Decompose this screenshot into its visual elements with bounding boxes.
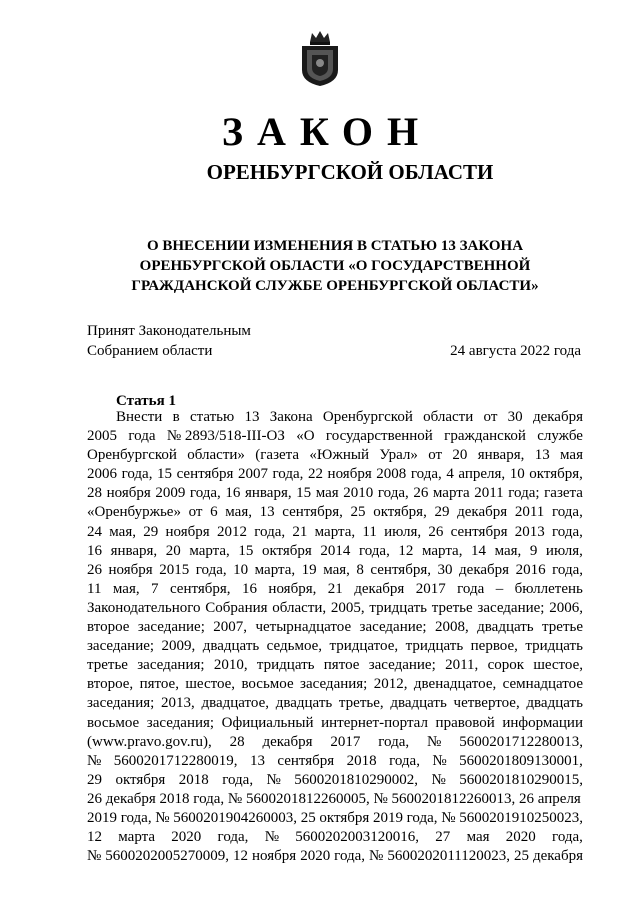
article-word: мая, bbox=[112, 580, 140, 597]
adoption-date: 24 августа 2022 года bbox=[450, 343, 581, 359]
article-word: января, bbox=[110, 542, 158, 559]
article-word: 16 bbox=[225, 485, 241, 502]
article-word: 10 bbox=[233, 561, 249, 578]
article-word: 2006 bbox=[87, 466, 117, 483]
article-word: 21 bbox=[327, 580, 343, 597]
article-word: 2018 bbox=[346, 752, 377, 769]
article-word: заседания; bbox=[137, 657, 205, 674]
article-word: 29 bbox=[434, 504, 450, 521]
article-word: мая bbox=[560, 447, 583, 464]
law-title-line: О ВНЕСЕНИИ ИЗМЕНЕНИЯ В СТАТЬЮ 13 ЗАКОНА bbox=[146, 238, 524, 254]
article-word: марта bbox=[432, 485, 470, 502]
law-title-line: ГРАЖДАНСКОЙ СЛУЖБЕ ОРЕНБУРГСКОЙ ОБЛАСТИ» bbox=[131, 278, 539, 294]
article-word: информации bbox=[502, 714, 583, 731]
article-word: № bbox=[266, 771, 281, 788]
article-line bbox=[87, 637, 583, 656]
article-word: в bbox=[172, 409, 180, 425]
article-word: 15 bbox=[296, 485, 312, 502]
article-word: 2019 bbox=[87, 809, 117, 826]
article-word: 2018 bbox=[178, 771, 209, 788]
article-word: от bbox=[483, 409, 498, 425]
article-word: ноября, bbox=[268, 580, 317, 597]
article-word: 5600201712280013, bbox=[459, 733, 583, 750]
article-line bbox=[87, 484, 583, 503]
article-word: 2008, bbox=[434, 619, 469, 636]
article-word: гражданской bbox=[444, 428, 526, 445]
article-line bbox=[87, 809, 583, 828]
article-word: года bbox=[128, 428, 156, 445]
article-word: октября bbox=[115, 771, 166, 788]
article-word: года, bbox=[120, 809, 152, 826]
article-line bbox=[87, 675, 583, 694]
article-word: Собрания bbox=[205, 599, 268, 616]
article-line bbox=[87, 694, 583, 713]
article-word: 25 bbox=[300, 809, 316, 826]
article-word: 26 bbox=[428, 523, 444, 540]
article-line bbox=[87, 771, 583, 790]
article-word: октября bbox=[261, 542, 312, 559]
article-word: бюллетень bbox=[514, 580, 583, 597]
article-word: заседания; bbox=[300, 676, 368, 693]
article-word: июля, bbox=[545, 542, 583, 559]
article-word: третье bbox=[542, 619, 583, 636]
article-word: седьмое, bbox=[266, 638, 323, 655]
article-line bbox=[87, 465, 583, 484]
article-word: марта, bbox=[254, 561, 296, 578]
article-word: сентября, bbox=[169, 580, 231, 597]
article-word: 11 bbox=[362, 523, 377, 540]
article-word: 5600202011120023, bbox=[387, 848, 510, 865]
article-line bbox=[87, 427, 583, 446]
article-word: газета bbox=[544, 485, 583, 502]
article-word: 5600201910250023, bbox=[459, 809, 583, 826]
article-word: 2016 bbox=[515, 561, 546, 578]
article-word: третье bbox=[431, 599, 473, 616]
article-word: 5600201712280019, bbox=[113, 752, 238, 769]
article-word: № bbox=[369, 848, 384, 865]
article-word: 2012 bbox=[216, 523, 247, 540]
article-word: декабря bbox=[459, 561, 510, 578]
article-word: № bbox=[264, 829, 280, 846]
article-word: «Оренбуржье» bbox=[87, 504, 181, 521]
article-title: Статья 1 bbox=[116, 393, 176, 409]
article-word: двадцать bbox=[477, 619, 534, 636]
article-word: 28 bbox=[229, 733, 245, 750]
article-word: «О bbox=[296, 428, 315, 445]
article-word: сентября bbox=[277, 752, 335, 769]
article-word: года, bbox=[272, 466, 304, 483]
article-word: 4 bbox=[446, 466, 454, 483]
article-word: № bbox=[155, 809, 170, 826]
article-word: двадцать bbox=[275, 695, 333, 712]
article-word: № bbox=[427, 733, 442, 750]
article-word: – bbox=[495, 580, 504, 597]
article-word: декабря bbox=[532, 409, 583, 425]
article-word: № bbox=[87, 848, 102, 865]
article-line bbox=[87, 561, 583, 580]
article-word: мая bbox=[315, 485, 339, 502]
article-word: 2017 bbox=[415, 580, 446, 597]
article-word: области bbox=[423, 409, 474, 425]
article-word: 30 bbox=[507, 409, 523, 425]
article-word: от bbox=[188, 504, 203, 521]
article-word: 5600201809130001, bbox=[459, 752, 583, 769]
article-word: ноября bbox=[106, 485, 151, 502]
article-word: 2011 bbox=[474, 485, 504, 502]
article-word: года, bbox=[410, 466, 442, 483]
article-word: тридцать bbox=[256, 657, 315, 674]
region-subtitle: ОРЕНБУРГСКОЙ ОБЛАСТИ bbox=[206, 160, 494, 184]
article-word: первое, bbox=[470, 638, 518, 655]
article-word: сентября bbox=[176, 466, 234, 483]
article-word: 2010, bbox=[213, 657, 248, 674]
article-word: шестое, bbox=[533, 657, 583, 674]
coat-of-arms-icon bbox=[298, 28, 342, 88]
article-word: года, bbox=[121, 466, 153, 483]
article-word: № 2893/518-III-ОЗ bbox=[166, 428, 285, 445]
article-word: года, bbox=[406, 809, 438, 826]
article-word: 15 bbox=[238, 542, 254, 559]
article-word: третье bbox=[87, 657, 128, 674]
article-word: области» bbox=[187, 447, 245, 464]
article-word: (газета bbox=[255, 447, 300, 464]
article-word: заседание; bbox=[359, 619, 427, 636]
article-word: 5600201810290015, bbox=[459, 771, 583, 788]
article-word: марта bbox=[118, 829, 156, 846]
article-word: 5600202005270009, bbox=[105, 848, 230, 865]
article-word: 2007, bbox=[213, 619, 248, 636]
article-word: 2008 bbox=[376, 466, 407, 483]
article-word: восьмое bbox=[241, 676, 294, 693]
article-word: Закона bbox=[269, 409, 313, 425]
article-word: 6 bbox=[210, 504, 218, 521]
article-word: марта, bbox=[421, 542, 463, 559]
article-word: 25 bbox=[513, 848, 529, 865]
article-word: 26 bbox=[413, 485, 429, 502]
article-word: года, bbox=[377, 485, 409, 502]
article-word: 24 bbox=[87, 523, 102, 540]
article-word: Оренбургской bbox=[322, 409, 413, 425]
article-line bbox=[87, 523, 583, 542]
article-word: 2020 bbox=[171, 829, 202, 846]
article-word: октября, bbox=[529, 466, 583, 483]
article-line bbox=[87, 618, 583, 637]
article-word: ноября bbox=[252, 848, 297, 865]
article-word: года; bbox=[508, 485, 540, 502]
article-word: сентября bbox=[450, 523, 508, 540]
article-word: области, bbox=[272, 599, 327, 616]
article-word: года, bbox=[195, 561, 227, 578]
article-word: 29 bbox=[87, 771, 102, 788]
article-word: 26 декабря 2018 года, № 5600201812260005, № 5600201812260013, 26 апреля bbox=[87, 790, 581, 807]
article-word: декабря bbox=[457, 504, 508, 521]
article-word: двадцать bbox=[526, 695, 583, 712]
article-word: декабря bbox=[532, 848, 583, 865]
article-word: заседание; bbox=[137, 619, 205, 636]
article-word: апреля, bbox=[458, 466, 506, 483]
article-line bbox=[87, 446, 583, 465]
adoption-line-1: Принят Законодательным bbox=[87, 323, 251, 339]
article-word: 12 bbox=[87, 829, 102, 846]
article-body bbox=[87, 408, 583, 866]
article-word: второе, bbox=[87, 676, 134, 693]
article-word: 8 bbox=[356, 561, 364, 578]
article-word: второе bbox=[87, 619, 130, 636]
article-line bbox=[87, 580, 583, 599]
article-word: от bbox=[428, 447, 443, 464]
article-word: 10 bbox=[509, 466, 525, 483]
article-word: 16 bbox=[241, 580, 257, 597]
article-word: года, bbox=[222, 771, 254, 788]
law-title bbox=[0, 236, 640, 296]
article-word: четырнадцатое bbox=[255, 619, 352, 636]
article-word: четвертое, bbox=[453, 695, 520, 712]
article-word: ноября bbox=[165, 523, 210, 540]
article-word: 11 bbox=[87, 580, 102, 597]
article-word: государственной bbox=[325, 428, 433, 445]
article-word: мая, bbox=[225, 504, 252, 521]
article-word: марта, bbox=[189, 542, 230, 559]
article-word: 26 bbox=[87, 561, 102, 578]
article-word: заседание; bbox=[368, 657, 436, 674]
article-word: 5600202003120016, bbox=[295, 829, 420, 846]
article-line bbox=[87, 714, 583, 733]
article-word: 2012, bbox=[373, 676, 408, 693]
article-word: 2017 bbox=[330, 733, 361, 750]
article-word: июля, bbox=[384, 523, 422, 540]
article-word: года, bbox=[189, 485, 221, 502]
article-word: 2006, bbox=[549, 599, 583, 616]
article-word: заседание; bbox=[87, 638, 155, 655]
article-line bbox=[87, 828, 583, 847]
article-word: 13 bbox=[534, 447, 550, 464]
article-word: шестое, bbox=[185, 676, 236, 693]
article-word: сорок bbox=[487, 657, 525, 674]
article-word: года, bbox=[551, 504, 583, 521]
article-word: 22 bbox=[307, 466, 323, 483]
article-word: № bbox=[87, 752, 102, 769]
article-word: 20 bbox=[165, 542, 181, 559]
law-title-line: ОРЕНБУРГСКОЙ ОБЛАСТИ «О ГОСУДАРСТВЕННОЙ bbox=[139, 258, 531, 274]
article-word: службе bbox=[537, 428, 583, 445]
article-word: года, bbox=[254, 523, 286, 540]
article-word: 2007 bbox=[237, 466, 268, 483]
article-word: 2005, bbox=[330, 599, 365, 616]
article-word: Официальный bbox=[221, 714, 314, 731]
article-word: 2010 bbox=[343, 485, 374, 502]
article-word: года, bbox=[378, 733, 410, 750]
article-word: пятое, bbox=[139, 676, 179, 693]
article-word: правовой bbox=[435, 714, 495, 731]
article-word: сентября, bbox=[370, 561, 431, 578]
article-word: третье, bbox=[338, 695, 384, 712]
article-word: 14 bbox=[471, 542, 487, 559]
article-word: 25 bbox=[350, 504, 366, 521]
article-word: заседания; bbox=[87, 695, 155, 712]
article-word: восьмое bbox=[87, 714, 140, 731]
article-word: года, bbox=[552, 561, 583, 578]
article-word: 2011, bbox=[445, 657, 479, 674]
article-word: тридцать bbox=[525, 638, 583, 655]
article-word: года, bbox=[552, 523, 583, 540]
article-word: № bbox=[441, 809, 456, 826]
article-word: двадцатое, bbox=[201, 695, 270, 712]
article-word: 2014 bbox=[320, 542, 351, 559]
article-word: 21 bbox=[292, 523, 308, 540]
article-word: года, bbox=[389, 752, 420, 769]
article-line bbox=[87, 752, 583, 771]
article-word: (www.pravo.gov.ru), bbox=[87, 733, 212, 750]
article-word: ноября bbox=[108, 561, 153, 578]
document-type-title: ЗАКОН bbox=[221, 109, 433, 154]
article-word: года, bbox=[334, 848, 366, 865]
article-word: 9 bbox=[529, 542, 538, 559]
article-word: октября, bbox=[373, 504, 427, 521]
article-word: статью bbox=[189, 409, 235, 425]
article-word: мая, bbox=[494, 542, 522, 559]
article-line bbox=[87, 599, 583, 618]
article-word: двенадцатое, bbox=[413, 676, 497, 693]
article-word: 2019 bbox=[372, 809, 403, 826]
article-word: Внести bbox=[116, 409, 163, 425]
article-word: 27 bbox=[435, 829, 451, 846]
article-word: 2013 bbox=[514, 523, 545, 540]
article-word: семнадцатое bbox=[502, 676, 583, 693]
article-word: 16 bbox=[87, 542, 102, 559]
article-word: 2009, bbox=[161, 638, 196, 655]
article-line bbox=[87, 790, 583, 809]
article-word: № bbox=[432, 752, 447, 769]
article-word: 2020 bbox=[505, 829, 536, 846]
article-word: 20 bbox=[452, 447, 468, 464]
article-word: 19 bbox=[301, 561, 317, 578]
article-line bbox=[87, 542, 583, 561]
article-word: № bbox=[431, 771, 446, 788]
article-word: тридцать bbox=[369, 599, 427, 616]
article-word: 13 bbox=[259, 504, 275, 521]
article-word: 2009 bbox=[155, 485, 186, 502]
article-word: двадцать bbox=[202, 638, 260, 655]
article-word: заседание; bbox=[477, 599, 545, 616]
article-word: 13 bbox=[249, 752, 265, 769]
article-word: 2013, bbox=[161, 695, 195, 712]
article-word: 15 bbox=[157, 466, 173, 483]
article-word: года bbox=[457, 580, 485, 597]
article-word: мая, bbox=[109, 523, 136, 540]
article-word: 28 bbox=[87, 485, 102, 502]
article-word: 2011 bbox=[514, 504, 545, 521]
article-word: заседания; bbox=[146, 714, 215, 731]
article-word: тридцатое, bbox=[329, 638, 399, 655]
article-word: 12 bbox=[233, 848, 249, 865]
article-word: двадцать bbox=[390, 695, 447, 712]
article-word: 2005 bbox=[87, 428, 117, 445]
article-word: 29 bbox=[143, 523, 159, 540]
article-word: Законодательного bbox=[87, 599, 201, 616]
article-word: Оренбургской bbox=[87, 447, 177, 464]
article-word: Урал» bbox=[379, 447, 418, 464]
article-word: мая bbox=[466, 829, 490, 846]
article-word: 12 bbox=[398, 542, 414, 559]
article-word: интернет-портал bbox=[321, 714, 428, 731]
article-word: 2020 bbox=[300, 848, 331, 865]
article-word: тридцать bbox=[405, 638, 464, 655]
article-word: 5600201904260003, bbox=[173, 809, 298, 826]
article-word: года, bbox=[358, 542, 390, 559]
article-word: ноября bbox=[327, 466, 372, 483]
article-word: «Южный bbox=[309, 447, 369, 464]
article-line bbox=[87, 503, 583, 522]
article-word: сентября, bbox=[282, 504, 343, 521]
article-line bbox=[87, 656, 583, 675]
article-word: 7 bbox=[151, 580, 159, 597]
article-line bbox=[87, 733, 583, 752]
article-word: 2015 bbox=[159, 561, 190, 578]
article-line bbox=[87, 847, 583, 866]
article-word: января, bbox=[244, 485, 292, 502]
article-word: мая, bbox=[323, 561, 350, 578]
article-word: марта, bbox=[314, 523, 356, 540]
adoption-note bbox=[87, 321, 251, 361]
adoption-line-2: Собранием области bbox=[87, 343, 213, 359]
article-word: пятое bbox=[323, 657, 360, 674]
article-word: 5600201810290002, bbox=[294, 771, 419, 788]
article-word: года, bbox=[552, 829, 583, 846]
article-word: года, bbox=[217, 829, 249, 846]
article-word: 30 bbox=[437, 561, 453, 578]
article-word: октября bbox=[319, 809, 370, 826]
article-word: декабря bbox=[262, 733, 313, 750]
article-word: декабря bbox=[354, 580, 405, 597]
article-word: 13 bbox=[244, 409, 260, 425]
article-word: января, bbox=[477, 447, 525, 464]
article-line bbox=[87, 408, 583, 427]
